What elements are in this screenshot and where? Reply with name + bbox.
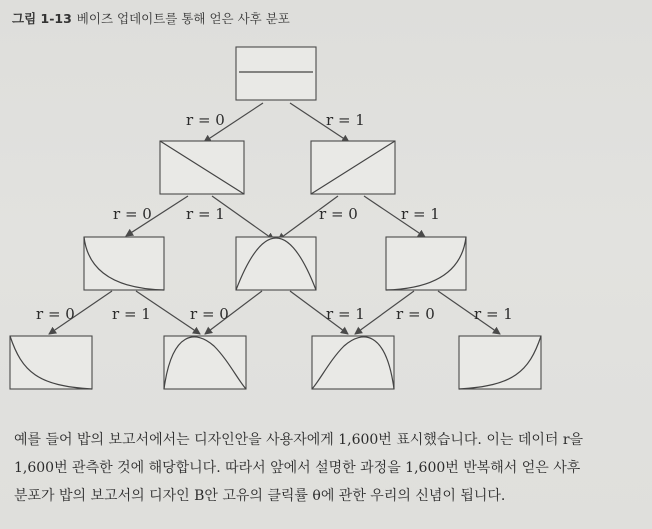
label-l2b-left: r = 0 bbox=[190, 305, 229, 323]
label-l1b-left: r = 0 bbox=[319, 205, 358, 223]
label-l1b-right: r = 1 bbox=[401, 205, 440, 223]
figure-title: 베이즈 업데이트를 통해 얻은 사후 분포 bbox=[76, 11, 290, 26]
root-distribution-box bbox=[236, 47, 316, 100]
label-l2c-right: r = 1 bbox=[474, 305, 513, 323]
level3-box-r000 bbox=[10, 336, 92, 389]
level2-box-r01 bbox=[236, 237, 316, 290]
figure-number: 그림 1-13 bbox=[12, 11, 72, 26]
level2-box-r00 bbox=[84, 237, 164, 290]
level3-box-r111 bbox=[459, 336, 541, 389]
label-l2a-left: r = 0 bbox=[36, 305, 75, 323]
level2-box-r11 bbox=[386, 237, 466, 290]
level1-box-r0 bbox=[160, 141, 244, 194]
label-l1a-right: r = 1 bbox=[186, 205, 225, 223]
label-l2b-right: r = 1 bbox=[326, 305, 365, 323]
level3-box-r001 bbox=[164, 336, 246, 389]
branch-labels bbox=[36, 111, 513, 323]
label-root-right: r = 1 bbox=[326, 111, 365, 129]
paragraph-line-3: 분포가 밥의 보고서의 디자인 B안 고유의 클릭률 θ에 관한 우리의 신념이 됩니다. bbox=[14, 488, 506, 504]
label-l2c-left: r = 0 bbox=[396, 305, 435, 323]
body-paragraph bbox=[14, 426, 644, 510]
label-l2a-right: r = 1 bbox=[112, 305, 151, 323]
distribution-boxes bbox=[10, 47, 541, 389]
level3-box-r011 bbox=[312, 336, 394, 389]
label-root-left: r = 0 bbox=[186, 111, 225, 129]
level1-box-r1 bbox=[311, 141, 395, 194]
paragraph-line-2: 1,600번 관측한 것에 해당합니다. 따라서 앞에서 설명한 과정을 1,600번 반복해서 얻은 사후 bbox=[14, 460, 581, 476]
label-l1a-left: r = 0 bbox=[113, 205, 152, 223]
paragraph-line-1: 예를 들어 밥의 보고서에서는 디자인안을 사용자에게 1,600번 표시했습니다. 이는 데이터 r을 bbox=[14, 432, 584, 448]
